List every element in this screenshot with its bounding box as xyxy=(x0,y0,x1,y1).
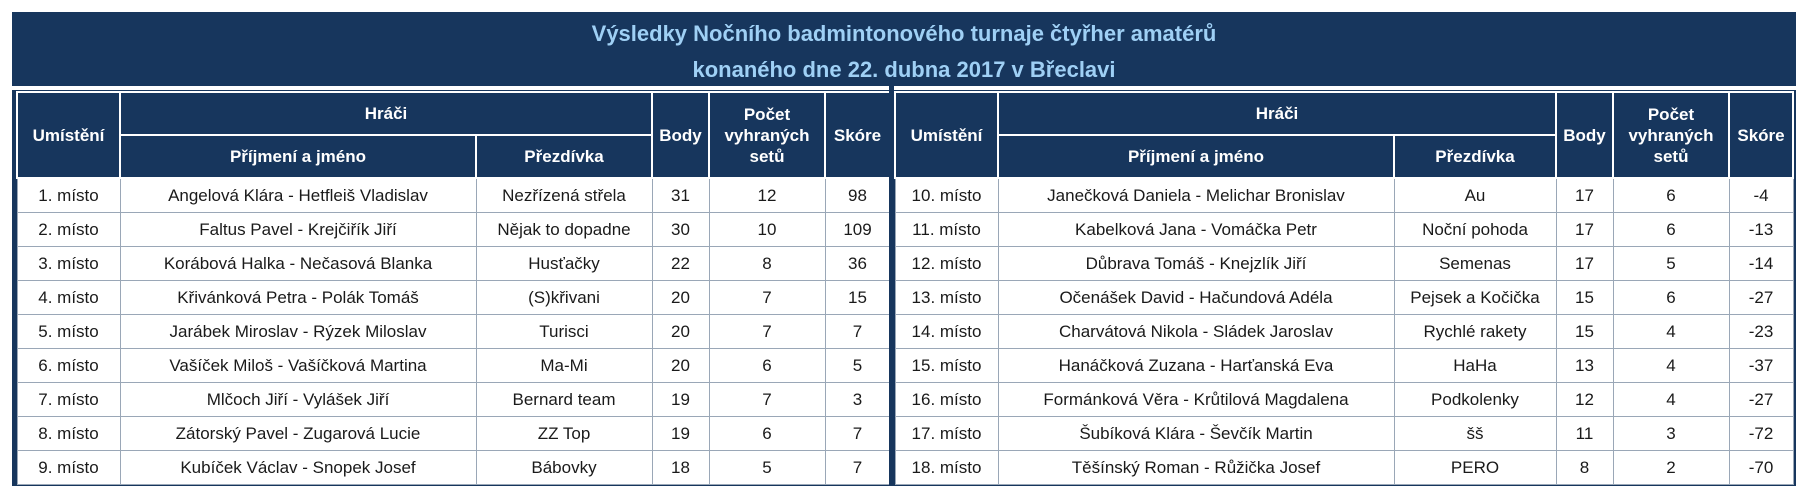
cell-nickname: Ma-Mi xyxy=(476,349,652,383)
cell-points: 30 xyxy=(652,213,709,247)
cell-names: Mlčoch Jiří - Vylášek Jiří xyxy=(120,383,476,417)
table-row xyxy=(895,315,1793,349)
cell-nickname: Bernard team xyxy=(476,383,652,417)
cell-nickname: Nezřízená střela xyxy=(476,178,652,213)
table-row xyxy=(17,383,890,417)
cell-sets: 4 xyxy=(1613,349,1729,383)
cell-names: Těšínský Roman - Růžička Josef xyxy=(998,451,1394,485)
cell-rank: 18. místo xyxy=(895,451,998,485)
cell-sets: 10 xyxy=(709,213,825,247)
cell-rank: 4. místo xyxy=(17,281,120,315)
col-header-rank: Umístění xyxy=(17,92,120,178)
title-divider xyxy=(12,86,1796,90)
cell-names: Jarábek Miroslav - Rýzek Miloslav xyxy=(120,315,476,349)
title-line-1: Výsledky Nočního badmintonového turnaje čtyřher amatérů xyxy=(591,21,1217,46)
cell-names: Vašíček Miloš - Vašíčková Martina xyxy=(120,349,476,383)
table-row xyxy=(895,247,1793,281)
cell-score: -37 xyxy=(1729,349,1793,383)
cell-nickname: Pejsek a Kočička xyxy=(1394,281,1556,315)
col-header-sets: Počet vyhraných setů xyxy=(709,92,825,178)
cell-nickname: Noční pohoda xyxy=(1394,213,1556,247)
col-header-score: Skóre xyxy=(825,92,890,178)
table-row xyxy=(17,315,890,349)
results-body-right xyxy=(895,178,1793,485)
cell-score: 7 xyxy=(825,451,890,485)
cell-sets: 6 xyxy=(1613,213,1729,247)
col-header-nickname: Přezdívka xyxy=(476,135,652,178)
cell-score: 98 xyxy=(825,178,890,213)
cell-rank: 13. místo xyxy=(895,281,998,315)
cell-sets: 6 xyxy=(1613,281,1729,315)
cell-rank: 6. místo xyxy=(17,349,120,383)
cell-points: 15 xyxy=(1556,281,1613,315)
cell-points: 17 xyxy=(1556,178,1613,213)
cell-nickname: Rychlé rakety xyxy=(1394,315,1556,349)
table-row xyxy=(895,178,1793,213)
cell-nickname: Husťačky xyxy=(476,247,652,281)
cell-nickname: PERO xyxy=(1394,451,1556,485)
col-header-players: Hráči xyxy=(120,92,652,135)
cell-nickname: ZZ Top xyxy=(476,417,652,451)
col-header-points: Body xyxy=(652,92,709,178)
cell-score: -4 xyxy=(1729,178,1793,213)
cell-names: Kabelková Jana - Vomáčka Petr xyxy=(998,213,1394,247)
cell-points: 22 xyxy=(652,247,709,281)
cell-points: 20 xyxy=(652,281,709,315)
cell-rank: 10. místo xyxy=(895,178,998,213)
cell-points: 15 xyxy=(1556,315,1613,349)
cell-points: 13 xyxy=(1556,349,1613,383)
cell-names: Důbrava Tomáš - Knejzlík Jiří xyxy=(998,247,1394,281)
table-row xyxy=(895,349,1793,383)
cell-sets: 5 xyxy=(709,451,825,485)
cell-points: 17 xyxy=(1556,247,1613,281)
col-header-names: Příjmení a jméno xyxy=(998,135,1394,178)
cell-points: 11 xyxy=(1556,417,1613,451)
table-row xyxy=(895,281,1793,315)
table-row xyxy=(17,178,890,213)
cell-sets: 6 xyxy=(1613,178,1729,213)
results-sheet xyxy=(12,12,1796,486)
cell-nickname: Nějak to dopadne xyxy=(476,213,652,247)
col-header-names: Příjmení a jméno xyxy=(120,135,476,178)
cell-points: 8 xyxy=(1556,451,1613,485)
cell-sets: 8 xyxy=(709,247,825,281)
cell-score: -70 xyxy=(1729,451,1793,485)
cell-names: Hanáčková Zuzana - Harťanská Eva xyxy=(998,349,1394,383)
cell-score: -23 xyxy=(1729,315,1793,349)
cell-nickname: (S)křivani xyxy=(476,281,652,315)
cell-score: 7 xyxy=(825,315,890,349)
cell-points: 19 xyxy=(652,383,709,417)
cell-names: Šubíková Klára - Ševčík Martin xyxy=(998,417,1394,451)
cell-names: Křivánková Petra - Polák Tomáš xyxy=(120,281,476,315)
cell-sets: 4 xyxy=(1613,383,1729,417)
cell-sets: 7 xyxy=(709,383,825,417)
cell-nickname: Semenas xyxy=(1394,247,1556,281)
cell-rank: 7. místo xyxy=(17,383,120,417)
cell-score: 36 xyxy=(825,247,890,281)
cell-nickname: šš xyxy=(1394,417,1556,451)
cell-score: -13 xyxy=(1729,213,1793,247)
cell-names: Angelová Klára - Hetfleiš Vladislav xyxy=(120,178,476,213)
cell-sets: 2 xyxy=(1613,451,1729,485)
cell-sets: 7 xyxy=(709,315,825,349)
table-row xyxy=(895,451,1793,485)
cell-sets: 6 xyxy=(709,417,825,451)
col-header-sets: Počet vyhraných setů xyxy=(1613,92,1729,178)
table-row xyxy=(895,213,1793,247)
cell-rank: 3. místo xyxy=(17,247,120,281)
results-table-right xyxy=(894,91,1794,485)
cell-names: Faltus Pavel - Krejčiřík Jiří xyxy=(120,213,476,247)
col-header-points: Body xyxy=(1556,92,1613,178)
cell-nickname: Turisci xyxy=(476,315,652,349)
cell-nickname: Bábovky xyxy=(476,451,652,485)
cell-score: -27 xyxy=(1729,383,1793,417)
cell-sets: 5 xyxy=(1613,247,1729,281)
cell-rank: 17. místo xyxy=(895,417,998,451)
cell-points: 19 xyxy=(652,417,709,451)
cell-points: 20 xyxy=(652,315,709,349)
cell-names: Janečková Daniela - Melichar Bronislav xyxy=(998,178,1394,213)
cell-rank: 1. místo xyxy=(17,178,120,213)
cell-sets: 12 xyxy=(709,178,825,213)
cell-score: 5 xyxy=(825,349,890,383)
col-header-nickname: Přezdívka xyxy=(1394,135,1556,178)
cell-points: 20 xyxy=(652,349,709,383)
table-row xyxy=(17,451,890,485)
cell-sets: 7 xyxy=(709,281,825,315)
cell-sets: 6 xyxy=(709,349,825,383)
cell-points: 12 xyxy=(1556,383,1613,417)
cell-sets: 4 xyxy=(1613,315,1729,349)
cell-score: -27 xyxy=(1729,281,1793,315)
cell-nickname: Podkolenky xyxy=(1394,383,1556,417)
cell-names: Charvátová Nikola - Sládek Jaroslav xyxy=(998,315,1394,349)
cell-rank: 12. místo xyxy=(895,247,998,281)
cell-nickname: Au xyxy=(1394,178,1556,213)
cell-names: Kubíček Václav - Snopek Josef xyxy=(120,451,476,485)
table-row xyxy=(895,417,1793,451)
cell-rank: 11. místo xyxy=(895,213,998,247)
table-row xyxy=(17,247,890,281)
cell-points: 18 xyxy=(652,451,709,485)
cell-score: -72 xyxy=(1729,417,1793,451)
cell-rank: 8. místo xyxy=(17,417,120,451)
cell-score: 3 xyxy=(825,383,890,417)
table-row xyxy=(17,417,890,451)
table-row xyxy=(895,383,1793,417)
cell-names: Korábová Halka - Nečasová Blanka xyxy=(120,247,476,281)
cell-names: Očenášek David - Hačundová Adéla xyxy=(998,281,1394,315)
col-header-players: Hráči xyxy=(998,92,1556,135)
cell-rank: 15. místo xyxy=(895,349,998,383)
cell-points: 31 xyxy=(652,178,709,213)
table-row xyxy=(17,281,890,315)
cell-rank: 16. místo xyxy=(895,383,998,417)
cell-nickname: HaHa xyxy=(1394,349,1556,383)
title-line-2: konaného dne 22. dubna 2017 v Břeclavi xyxy=(692,57,1116,82)
page-title xyxy=(12,12,1796,86)
table-row xyxy=(17,349,890,383)
cell-score: 15 xyxy=(825,281,890,315)
cell-rank: 5. místo xyxy=(17,315,120,349)
table-row xyxy=(17,213,890,247)
col-header-rank: Umístění xyxy=(895,92,998,178)
cell-names: Formánková Věra - Krůtilová Magdalena xyxy=(998,383,1394,417)
col-header-score: Skóre xyxy=(1729,92,1793,178)
results-body-left xyxy=(17,178,890,485)
cell-score: 7 xyxy=(825,417,890,451)
cell-rank: 9. místo xyxy=(17,451,120,485)
cell-score: 109 xyxy=(825,213,890,247)
cell-score: -14 xyxy=(1729,247,1793,281)
cell-points: 17 xyxy=(1556,213,1613,247)
cell-sets: 3 xyxy=(1613,417,1729,451)
cell-rank: 2. místo xyxy=(17,213,120,247)
results-table-left xyxy=(16,91,891,485)
cell-names: Zátorský Pavel - Zugarová Lucie xyxy=(120,417,476,451)
cell-rank: 14. místo xyxy=(895,315,998,349)
